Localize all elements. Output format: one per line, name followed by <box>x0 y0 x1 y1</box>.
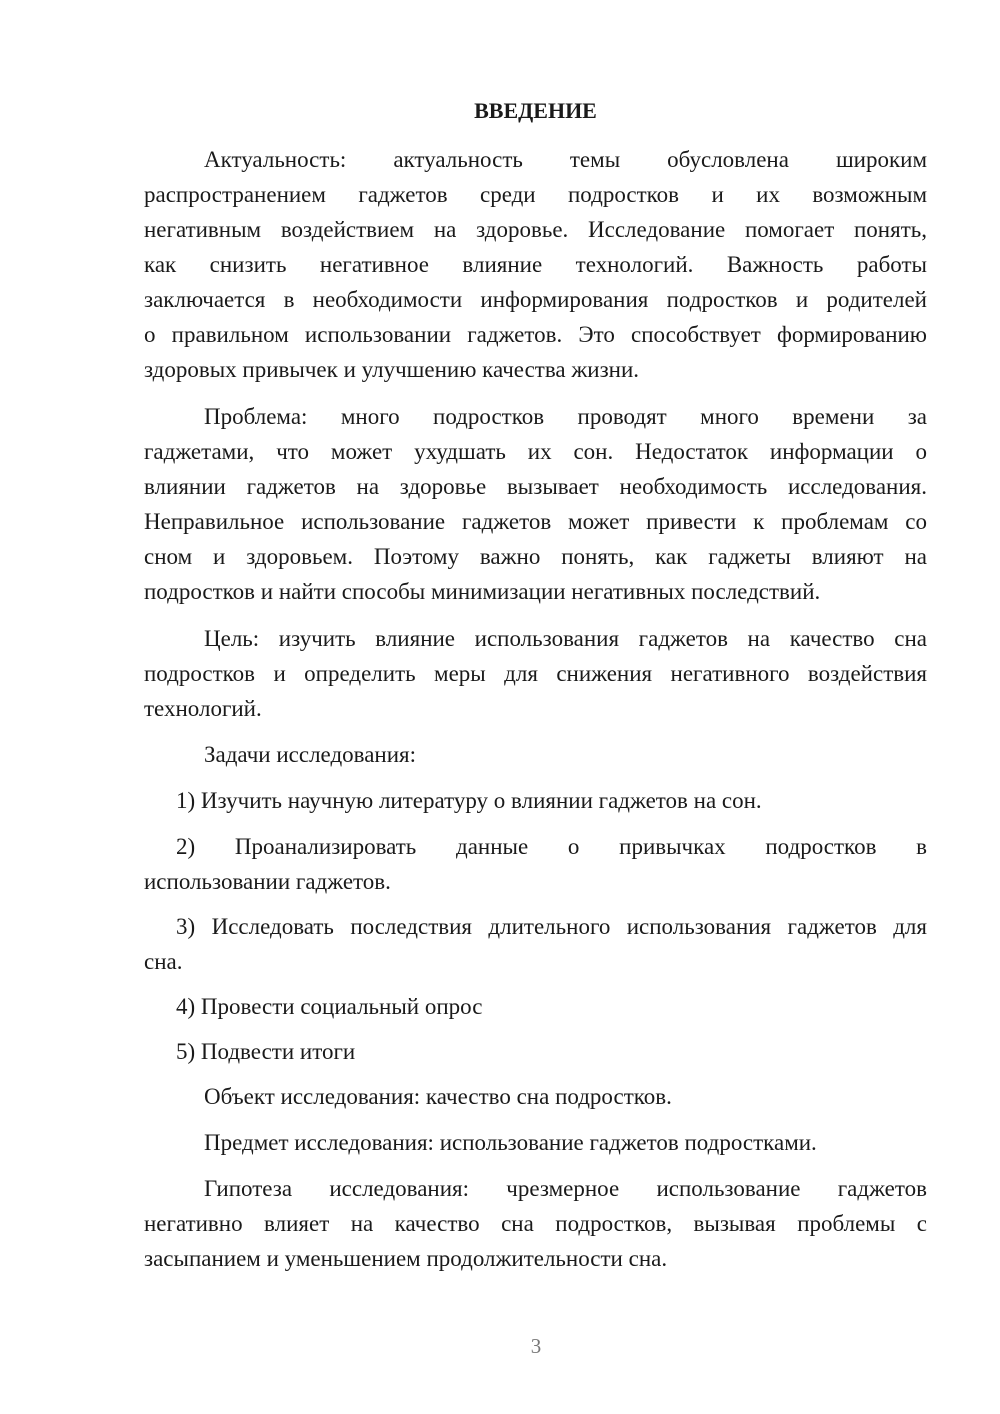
list-item: 2) Проанализировать данные о привычках подростков в <box>176 834 927 859</box>
text-line: засыпанием и уменьшением продолжительности сна. <box>144 1246 668 1271</box>
text-line: заключается в необходимости информирования подростков и родителей <box>144 287 927 312</box>
text-line: о правильном использовании гаджетов. Это способствует формированию <box>144 322 927 347</box>
text-line: влиянии гаджетов на здоровье вызывает необходимость исследования. <box>144 474 927 499</box>
text-line: Неправильное использование гаджетов может привести к проблемам со <box>144 509 927 534</box>
text-line: негативным воздействием на здоровье. Исследование помогает понять, <box>144 217 927 242</box>
list-item: 5) Подвести итоги <box>176 1039 356 1064</box>
list-item: 1) Изучить научную литературу о влиянии гаджетов на сон. <box>176 788 762 813</box>
text-line: Актуальность: актуальность темы обусловлена широким <box>204 147 927 172</box>
text-line: Проблема: много подростков проводят много времени за <box>204 404 927 429</box>
list-item: 4) Провести социальный опрос <box>176 994 483 1019</box>
text-line: Цель: изучить влияние использования гаджетов на качество сна <box>204 626 927 651</box>
text-line: гаджетами, что может ухудшать их сон. Недостаток информации о <box>144 439 927 464</box>
text-line: Гипотеза исследования: чрезмерное использование гаджетов <box>204 1176 927 1201</box>
text-line: здоровых привычек и улучшению качества жизни. <box>144 357 640 382</box>
text-line: как снизить негативное влияние технологий. Важность работы <box>144 252 927 277</box>
object-line: Объект исследования: качество сна подростков. <box>204 1084 672 1109</box>
text-line: распространением гаджетов среди подростков и их возможным <box>144 182 927 207</box>
tasks-heading: Задачи исследования: <box>204 742 417 767</box>
page-number: 3 <box>530 1334 542 1358</box>
text-line: негативно влияет на качество сна подростков, вызывая проблемы с <box>144 1211 927 1236</box>
list-item-continuation: использовании гаджетов. <box>144 869 391 894</box>
list-item-continuation: сна. <box>144 949 183 974</box>
list-item: 3) Исследовать последствия длительного использования гаджетов для <box>176 914 927 939</box>
text-line: технологий. <box>144 696 262 721</box>
page-title: ВВЕДЕНИЕ <box>474 98 597 123</box>
text-line: сном и здоровьем. Поэтому важно понять, как гаджеты влияют на <box>144 544 927 569</box>
text-line: подростков и определить меры для снижения негативного воздействия <box>144 661 927 686</box>
text-line: подростков и найти способы минимизации негативных последствий. <box>144 579 821 604</box>
subject-line: Предмет исследования: использование гаджетов подростками. <box>204 1130 817 1155</box>
